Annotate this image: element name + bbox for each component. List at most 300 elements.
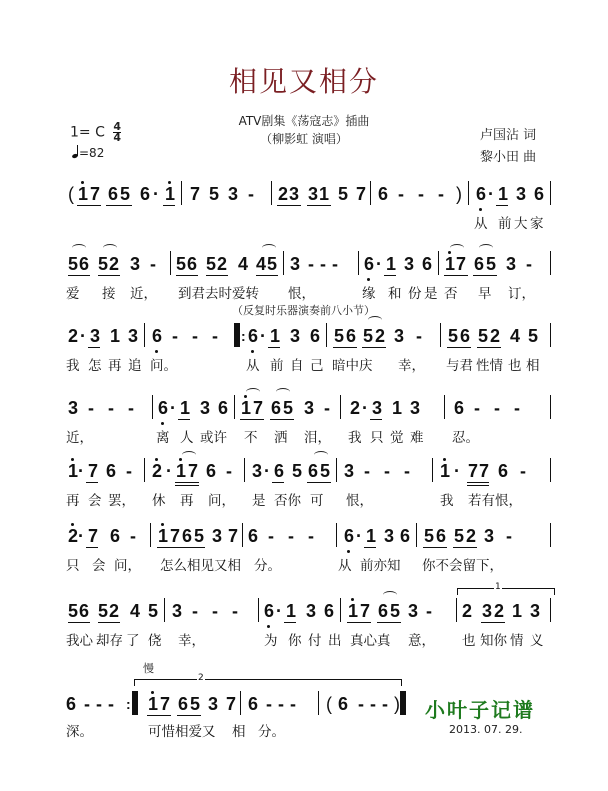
note: 3	[172, 601, 183, 621]
note: -	[192, 601, 198, 621]
beam-line	[98, 622, 120, 623]
note: -	[288, 526, 294, 546]
note: 2	[217, 254, 228, 274]
beam-line	[206, 275, 228, 276]
lyric-syllable: 我	[66, 358, 80, 374]
beam-line	[307, 205, 331, 206]
barline	[550, 458, 551, 482]
lyric-syllable: 问，	[208, 493, 235, 509]
note: -	[418, 184, 424, 204]
repeat-barline	[400, 691, 406, 715]
lyric-syllable: 订，	[508, 286, 535, 302]
beam-line	[473, 275, 497, 276]
note: -	[96, 694, 102, 714]
note: 3	[304, 398, 315, 418]
note: 5	[478, 326, 489, 346]
tie-arc-icon	[103, 244, 117, 252]
tempo-value: =82	[79, 146, 105, 160]
note: 1	[270, 326, 281, 346]
note: 1	[286, 601, 297, 621]
barline	[432, 458, 433, 482]
octave-dot-icon	[151, 691, 154, 694]
note: -	[108, 398, 114, 418]
note: 6	[422, 254, 433, 274]
lyric-syllable: 幸，	[398, 358, 425, 374]
note: 4	[256, 254, 267, 274]
note: ·	[276, 601, 282, 621]
note: 5	[283, 398, 294, 418]
beam-line	[362, 347, 386, 348]
barline	[438, 251, 439, 275]
note: 3	[228, 184, 239, 204]
beam-line	[178, 419, 190, 420]
note: 3	[404, 254, 415, 274]
note: -	[266, 694, 272, 714]
lyric-syllable: 相	[232, 724, 246, 740]
note: 7	[356, 184, 367, 204]
note: 6	[308, 461, 319, 481]
note: 6	[264, 601, 275, 621]
note: 1	[148, 694, 159, 714]
note: 5	[390, 601, 401, 621]
beam-line	[444, 275, 468, 276]
note: -	[494, 398, 500, 418]
lyric-syllable: 知你	[480, 633, 507, 649]
lyric-syllable: 你不会留下，	[422, 558, 503, 574]
beam-line	[477, 347, 501, 348]
note: 2	[375, 326, 386, 346]
lyric-syllable: 再	[180, 493, 194, 509]
octave-dot-icon	[155, 350, 158, 353]
note: 3	[516, 184, 527, 204]
lyric-syllable: 和	[388, 286, 402, 302]
lyric-syllable: 前	[270, 358, 284, 374]
lyric-line-2	[68, 282, 548, 300]
lyric-syllable: 否你	[274, 493, 301, 509]
lyric-syllable: 你	[288, 633, 302, 649]
lyric-syllable: 相	[526, 358, 540, 374]
note: 3	[482, 601, 493, 621]
note: -	[520, 461, 526, 481]
barline	[170, 251, 171, 275]
note: 6	[274, 461, 285, 481]
octave-dot-icon	[251, 350, 254, 353]
octave-dot-icon	[179, 458, 182, 461]
notation-line-1	[68, 183, 548, 209]
note: 2	[462, 601, 473, 621]
beam-line	[177, 715, 201, 716]
note: 1	[165, 184, 176, 204]
note: 3	[128, 326, 139, 346]
note: -	[370, 694, 376, 714]
note: -	[398, 184, 404, 204]
beam-line	[176, 275, 198, 276]
note: 2	[466, 526, 477, 546]
tempo-marking	[72, 146, 104, 160]
note: ·	[166, 461, 172, 481]
note: 3	[290, 326, 301, 346]
note: ·	[78, 461, 84, 481]
note: (	[68, 184, 74, 204]
note: 5	[206, 254, 217, 274]
note: 3	[68, 398, 79, 418]
lyric-syllable: 泪，	[304, 430, 331, 446]
note: 1	[498, 184, 509, 204]
lyric-syllable: 否	[444, 286, 458, 302]
barline	[550, 323, 551, 347]
note: 4	[238, 254, 249, 274]
note: 6	[108, 184, 119, 204]
note: 3	[208, 694, 219, 714]
note: 3	[530, 601, 541, 621]
volta-2-bracket: 2	[134, 679, 402, 686]
composer: 黎小田 曲	[480, 150, 537, 165]
note: 1	[319, 184, 330, 204]
note: 3	[290, 254, 301, 274]
barline	[550, 395, 551, 419]
note: 7	[456, 254, 467, 274]
note: 2	[490, 326, 501, 346]
octave-dot-icon	[71, 458, 74, 461]
note: -	[324, 398, 330, 418]
barline	[358, 251, 359, 275]
tie-arc-icon	[314, 451, 328, 459]
lyric-syllable: 是	[424, 286, 438, 302]
lyric-syllable: 我	[440, 493, 454, 509]
note: 7	[160, 694, 171, 714]
note: ·	[260, 326, 266, 346]
lyric-syllable: 大	[514, 216, 528, 232]
beam-line	[333, 347, 357, 348]
performer: （柳影虹 演唱）	[260, 132, 348, 146]
note: -	[268, 526, 274, 546]
note: -	[308, 254, 314, 274]
beam-line	[423, 547, 447, 548]
note: 5	[320, 461, 331, 481]
note: 5	[528, 326, 539, 346]
note: 5	[194, 526, 205, 546]
barline	[152, 395, 153, 419]
note: 5	[98, 601, 109, 621]
beam-line	[106, 205, 132, 206]
barline	[144, 458, 145, 482]
note: 1	[180, 398, 191, 418]
note: 5	[267, 254, 278, 274]
lyric-syllable: 可	[310, 493, 324, 509]
note: 7	[253, 398, 264, 418]
note: 7	[360, 601, 371, 621]
barline	[340, 395, 341, 419]
note: 3	[306, 601, 317, 621]
lyric-syllable: 问。	[150, 358, 177, 374]
barline	[318, 691, 319, 715]
lyric-syllable: 难	[410, 430, 424, 446]
lyric-syllable: 家	[530, 216, 544, 232]
note: :	[241, 328, 246, 344]
note: 1	[78, 184, 89, 204]
note: 5	[68, 254, 79, 274]
note: 6	[106, 461, 117, 481]
note: 3	[484, 526, 495, 546]
repeat-barline	[132, 691, 138, 715]
octave-dot-icon	[81, 181, 84, 184]
note: ·	[153, 184, 159, 204]
note: -	[248, 184, 254, 204]
note: 6	[364, 254, 375, 274]
volta-1-bracket: 1	[457, 588, 555, 595]
beam-line	[496, 205, 508, 206]
lyric-syllable: 会	[88, 493, 102, 509]
note: -	[128, 398, 134, 418]
notation-line-7	[68, 600, 548, 626]
note: ·	[170, 398, 176, 418]
note: 5	[424, 526, 435, 546]
lyricist: 卢国沾 词	[480, 128, 537, 143]
beam-line	[370, 419, 382, 420]
transcriber-signature: 小叶子记谱	[425, 698, 535, 722]
lyric-syllable: 真心真	[350, 633, 391, 649]
beam-line	[77, 205, 101, 206]
lyric-syllable: 怎	[88, 358, 102, 374]
barline	[550, 181, 551, 205]
note: 6	[158, 398, 169, 418]
beam-line	[384, 275, 396, 276]
beam-line	[347, 622, 371, 623]
note: 4	[130, 601, 141, 621]
note: 6	[218, 398, 229, 418]
lyric-syllable: 份	[408, 286, 422, 302]
lyric-syllable: 或许	[200, 430, 227, 446]
lyric-syllable: 了	[126, 633, 140, 649]
beam-line	[481, 622, 505, 623]
time-signature	[113, 122, 121, 143]
lyric-syllable: 再	[66, 493, 80, 509]
note: 5	[148, 601, 159, 621]
lyric-syllable: 可惜相爱又	[148, 724, 216, 740]
note: -	[526, 254, 532, 274]
note: 6	[534, 184, 545, 204]
octave-dot-icon	[168, 181, 171, 184]
lyric-syllable: 追	[128, 358, 142, 374]
note: 1	[68, 461, 79, 481]
lyric-line-1	[68, 212, 548, 230]
note: )	[456, 184, 462, 204]
octave-dot-icon	[448, 251, 451, 254]
lyric-syllable: 接	[102, 286, 116, 302]
lyric-syllable: 前	[498, 216, 512, 232]
lyric-syllable: 恨，	[346, 493, 373, 509]
barline	[468, 181, 469, 205]
barline	[234, 395, 235, 419]
note: -	[290, 694, 296, 714]
lyric-syllable: 我心	[66, 633, 93, 649]
note: 1	[158, 526, 169, 546]
barline	[440, 323, 441, 347]
note: -	[226, 461, 232, 481]
barline	[242, 523, 243, 547]
note: (	[326, 694, 332, 714]
note: 1	[241, 398, 252, 418]
lyric-line-5	[68, 489, 548, 507]
note: 5	[454, 526, 465, 546]
note: 2	[68, 326, 79, 346]
note: 3	[289, 184, 300, 204]
octave-dot-icon	[479, 208, 482, 211]
note: 6	[476, 184, 487, 204]
note: -	[358, 694, 364, 714]
note: 3	[252, 461, 263, 481]
tie-arc-icon	[262, 244, 276, 252]
quarter-note-icon	[72, 146, 79, 158]
note: 7	[479, 461, 490, 481]
note: 6	[460, 326, 471, 346]
note: 4	[510, 326, 521, 346]
note: :	[126, 696, 131, 712]
repeat-barline	[234, 323, 240, 347]
beam-line	[467, 482, 489, 483]
lyric-syllable: 怎么相见又相	[160, 558, 241, 574]
note: 7	[190, 184, 201, 204]
beam-line	[453, 547, 477, 548]
lyric-syllable: 会	[92, 558, 106, 574]
beam-line	[86, 547, 98, 548]
note: 2	[109, 601, 120, 621]
lyric-syllable: 只	[370, 430, 384, 446]
lyric-line-3	[68, 354, 548, 372]
tie-arc-icon	[72, 244, 86, 252]
beam-line	[157, 547, 181, 548]
barline	[181, 181, 182, 205]
lyric-syllable: 到君去时爱转	[178, 286, 259, 302]
lyric-syllable: 义	[530, 633, 544, 649]
barline	[336, 523, 337, 547]
beam-line	[147, 715, 171, 716]
lyric-syllable: 不	[244, 430, 258, 446]
beam-line	[175, 485, 199, 486]
beam-line	[364, 547, 376, 548]
note: -	[438, 184, 444, 204]
lyric-syllable: 是	[252, 493, 266, 509]
barline	[444, 395, 445, 419]
note: 6	[338, 694, 349, 714]
note: -	[212, 326, 218, 346]
note: ·	[78, 526, 84, 546]
beam-line	[240, 419, 264, 420]
octave-dot-icon	[161, 523, 164, 526]
note: -	[88, 398, 94, 418]
key-label: 1= C	[70, 124, 105, 141]
beam-line	[377, 622, 401, 623]
beam-line	[277, 205, 301, 206]
lyric-syllable: 从	[338, 558, 352, 574]
note: 6	[378, 184, 389, 204]
note: 6	[346, 326, 357, 346]
barline	[340, 598, 341, 622]
note: 7	[88, 461, 99, 481]
lyric-line-4	[68, 426, 548, 444]
note: -	[172, 326, 178, 346]
octave-dot-icon	[367, 278, 370, 281]
beam-line	[181, 547, 205, 548]
beam-line	[98, 275, 120, 276]
note: 6	[178, 694, 189, 714]
lyric-syllable: 再	[108, 358, 122, 374]
beam-line	[307, 482, 331, 483]
note: 5	[120, 184, 131, 204]
lyric-syllable: 分。	[254, 558, 281, 574]
lyric-syllable: 己	[310, 358, 324, 374]
barline	[336, 458, 337, 482]
lyric-syllable: 幸，	[178, 633, 205, 649]
beam-line	[268, 347, 280, 348]
lyric-syllable: 人	[180, 430, 194, 446]
note: 3	[90, 326, 101, 346]
barline	[326, 323, 327, 347]
lyric-line-7	[68, 629, 548, 647]
time-sig-top: 4	[113, 120, 121, 133]
note: 2	[350, 398, 361, 418]
lyric-line-6	[68, 554, 548, 572]
lyric-syllable: 情	[510, 633, 524, 649]
lyric-syllable: 爱	[66, 286, 80, 302]
notation-line-6	[68, 525, 548, 551]
lyric-syllable: 也	[462, 633, 476, 649]
note: 1	[348, 601, 359, 621]
lyric-syllable: 性情	[476, 358, 503, 374]
note: 5	[190, 694, 201, 714]
note: )	[394, 694, 400, 714]
lyric-syllable: 近，	[130, 286, 157, 302]
tie-arc-icon	[479, 244, 493, 252]
song-subtitle: ATV剧集《荡寇志》插曲	[238, 114, 370, 128]
tie-arc-icon	[276, 388, 290, 396]
note: 5	[334, 326, 345, 346]
note: 5	[448, 326, 459, 346]
note: 7	[228, 526, 239, 546]
note: 5	[363, 326, 374, 346]
lyric-syllable: 缘	[362, 286, 376, 302]
lyric-syllable: 却存	[96, 633, 123, 649]
note: 6	[140, 184, 151, 204]
note: ·	[356, 526, 362, 546]
lyric-syllable: 为	[264, 633, 278, 649]
note: 3	[410, 398, 421, 418]
note: 6	[310, 326, 321, 346]
barline	[550, 523, 551, 547]
beam-line	[284, 622, 296, 623]
note: 7	[170, 526, 181, 546]
barline	[456, 598, 457, 622]
note: 6	[182, 526, 193, 546]
note: 5	[176, 254, 187, 274]
lyric-syllable: 离	[156, 430, 170, 446]
note: 5	[338, 184, 349, 204]
note: -	[474, 398, 480, 418]
notation-line-5	[68, 460, 548, 486]
octave-dot-icon	[267, 625, 270, 628]
note: -	[382, 694, 388, 714]
note: -	[308, 526, 314, 546]
beam-line	[68, 622, 90, 623]
note: 3	[408, 601, 419, 621]
note: -	[364, 461, 370, 481]
note: 3	[394, 326, 405, 346]
note: 7	[468, 461, 479, 481]
note: 6	[110, 526, 121, 546]
note: 2	[68, 526, 79, 546]
lyric-syllable: 付	[308, 633, 322, 649]
note: ·	[454, 461, 460, 481]
